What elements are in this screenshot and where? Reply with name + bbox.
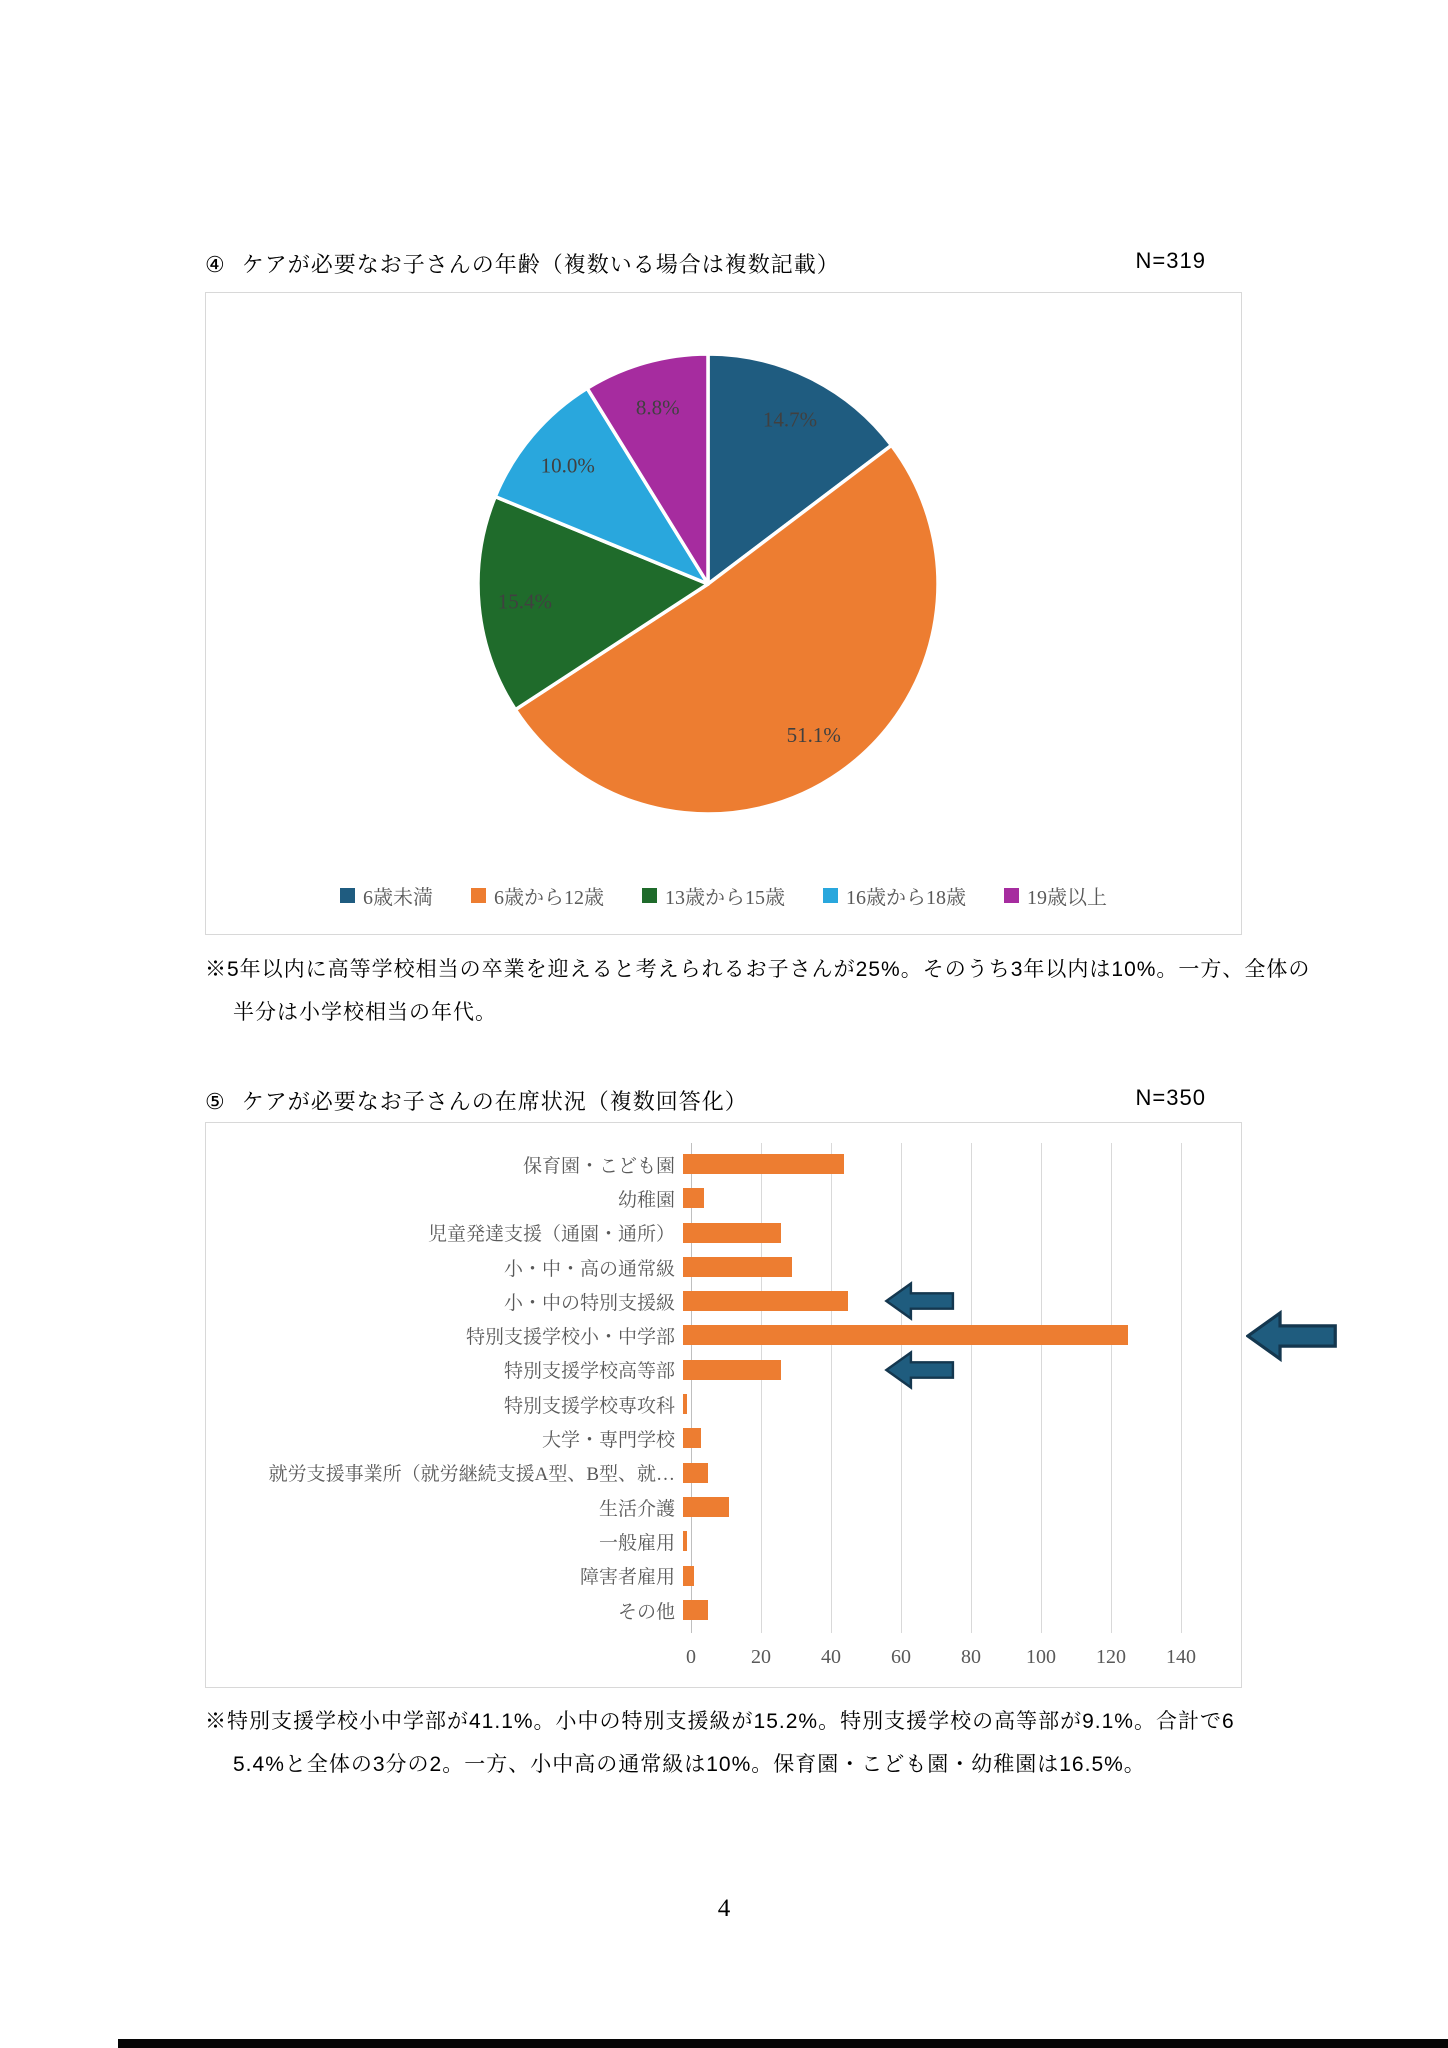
pie-slice-label: 15.4% [497, 589, 552, 614]
category-label: 幼稚園 [617, 1189, 675, 1211]
legend-label: 19歳以上 [1027, 887, 1107, 909]
category-label: 生活介護 [598, 1498, 675, 1520]
x-axis-tick-label: 60 [891, 1646, 911, 1668]
bar-row [206, 1353, 1243, 1387]
pie-slice-label: 14.7% [762, 407, 818, 432]
legend-swatch [823, 888, 838, 903]
page-number: 4 [717, 1895, 731, 1922]
category-label: その他 [617, 1601, 675, 1623]
bar-track [683, 1318, 1243, 1352]
legend-item [823, 881, 966, 910]
bar [683, 1463, 708, 1483]
bar [683, 1497, 729, 1517]
section5-note-line1: ※特別支援学校小中学部が41.1%。小中の特別支援級が15.2%。特別支援学校の高等部が9.1%。合計で6 [205, 1710, 1235, 1733]
legend-label: 16歳から18歳 [846, 887, 966, 909]
bar [683, 1188, 704, 1208]
category-label: 小・中・高の通常級 [503, 1258, 675, 1280]
pie-legend [206, 881, 1241, 910]
bar-track [683, 1250, 1243, 1284]
legend-item [642, 881, 785, 910]
bar-row [206, 1216, 1243, 1250]
bar-row [206, 1524, 1243, 1558]
bar-row [206, 1181, 1243, 1215]
legend-label: 13歳から15歳 [665, 887, 785, 909]
left-arrow-icon [879, 1280, 961, 1322]
category-label: 大学・専門学校 [541, 1430, 675, 1452]
bar-row [206, 1250, 1243, 1284]
x-axis-tick-label: 20 [751, 1646, 771, 1668]
bar-track [683, 1593, 1243, 1627]
bar-track [683, 1147, 1243, 1181]
bar [683, 1600, 708, 1620]
bar-row [206, 1490, 1243, 1524]
pie-slice-label: 8.8% [635, 395, 680, 420]
bar [683, 1566, 694, 1586]
bar [683, 1531, 687, 1551]
bar-track [683, 1559, 1243, 1593]
legend-swatch [1004, 888, 1019, 903]
pie-slice-label: 10.0% [540, 453, 595, 478]
bar [683, 1325, 1128, 1345]
bar-track [683, 1353, 1243, 1387]
bar-row [206, 1387, 1243, 1421]
bar-row [206, 1456, 1243, 1490]
category-label: 特別支援学校高等部 [503, 1361, 675, 1383]
bar-row [206, 1147, 1243, 1181]
category-label: 就労支援事業所（就労継続支援A型、B型、就… [268, 1464, 675, 1486]
legend-label: 6歳から12歳 [494, 887, 604, 909]
bar-chart-rows [206, 1147, 1243, 1627]
bar-row [206, 1421, 1243, 1455]
bar-row [206, 1284, 1243, 1318]
bar [683, 1360, 781, 1380]
bar-track [683, 1456, 1243, 1490]
legend-label: 6歳未満 [363, 887, 433, 909]
section4-note-line1: ※5年以内に高等学校相当の卒業を迎えると考えられるお子さんが25%。そのうち3年以内は10%。一方、全体の [205, 958, 1311, 981]
x-axis-tick-label: 80 [961, 1646, 981, 1668]
legend-swatch [471, 888, 486, 903]
bar [683, 1154, 844, 1174]
section4-title-text: ケアが必要なお子さんの年齢（複数いる場合は複数記載） [241, 252, 840, 277]
pie-slice-label: 51.1% [786, 722, 841, 747]
bar-row [206, 1559, 1243, 1593]
legend-swatch [642, 888, 657, 903]
bar-track [683, 1387, 1243, 1421]
x-axis-tick-label: 120 [1096, 1646, 1126, 1668]
section4-note-line2: 半分は小学校相当の年代。 [233, 1001, 497, 1024]
category-label: 児童発達支援（通園・通所） [427, 1224, 675, 1246]
bar [683, 1257, 792, 1277]
category-label: 特別支援学校専攻科 [503, 1395, 675, 1417]
section5-marker: ⑤ [205, 1089, 226, 1114]
bottom-edge-strip [118, 2039, 1448, 2048]
bar-track [683, 1284, 1243, 1318]
category-label: 小・中の特別支援級 [503, 1292, 675, 1314]
category-label: 特別支援学校小・中学部 [465, 1327, 675, 1349]
legend-item [340, 881, 433, 910]
category-label: 障害者雇用 [579, 1567, 675, 1589]
pie-chart [468, 344, 948, 824]
x-axis-tick-label: 140 [1166, 1646, 1196, 1668]
category-label: 保育園・こども園 [522, 1155, 675, 1177]
section5-title-text: ケアが必要なお子さんの在席状況（複数回答化） [241, 1089, 748, 1114]
left-arrow-icon [879, 1349, 961, 1391]
bar-row [206, 1593, 1243, 1627]
bar-track [683, 1216, 1243, 1250]
legend-item [1004, 881, 1107, 910]
bar-chart-box [205, 1122, 1242, 1688]
section4-n-label: N=319 [1135, 248, 1206, 273]
bar [683, 1291, 848, 1311]
x-axis-tick-label: 40 [821, 1646, 841, 1668]
bar [683, 1223, 781, 1243]
section4-marker: ④ [205, 252, 226, 277]
section5-note-line2: 5.4%と全体の3分の2。一方、小中高の通常級は10%。保育園・こども園・幼稚園は16.5%。 [233, 1753, 1146, 1776]
legend-swatch [340, 888, 355, 903]
x-axis-tick-label: 0 [686, 1646, 696, 1668]
bar-row [206, 1318, 1243, 1352]
x-axis-tick-label: 100 [1026, 1646, 1056, 1668]
left-arrow-icon [1246, 1307, 1338, 1365]
bar-track [683, 1421, 1243, 1455]
section5-title [205, 1085, 748, 1116]
bar-track [683, 1490, 1243, 1524]
pie-chart-box [205, 292, 1242, 935]
bar-chart-x-axis [686, 1646, 1243, 1676]
category-label: 一般雇用 [598, 1532, 675, 1554]
bar [683, 1428, 701, 1448]
legend-item [471, 881, 604, 910]
section5-n-label: N=350 [1135, 1085, 1206, 1110]
bar-track [683, 1524, 1243, 1558]
section4-title [205, 248, 840, 279]
bar [683, 1394, 687, 1414]
bar-track [683, 1181, 1243, 1215]
